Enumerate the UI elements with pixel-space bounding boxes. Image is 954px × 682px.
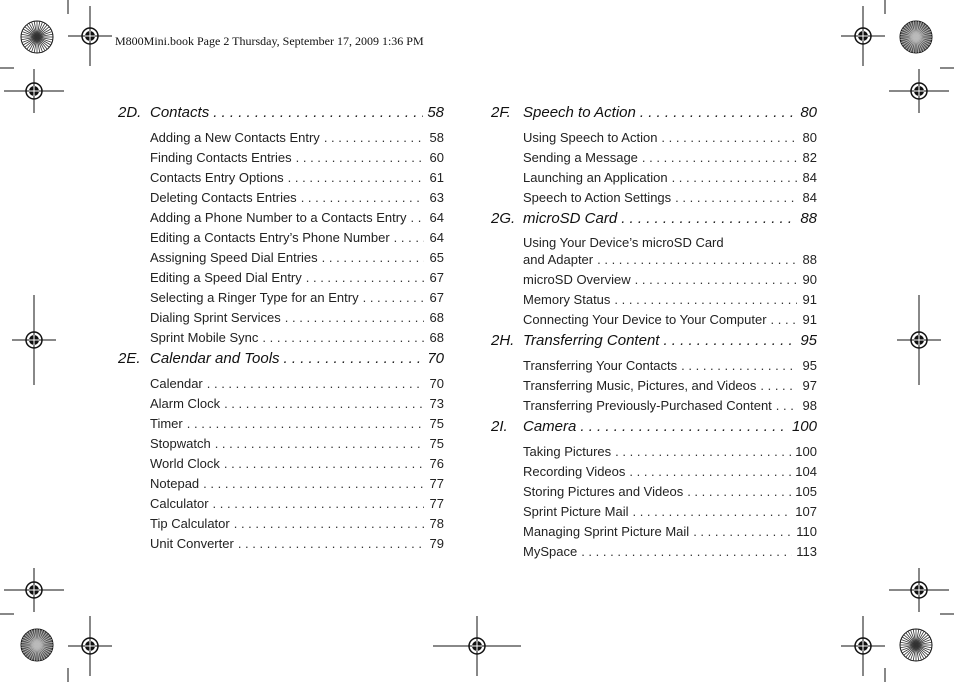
entry-label: Alarm Clock <box>150 396 221 411</box>
registration-mark-icon <box>12 295 56 385</box>
dot-leader <box>629 464 791 479</box>
color-bar-sunburst-icon <box>900 629 932 661</box>
toc-entry[interactable] <box>150 496 444 516</box>
entry-page-number: 88 <box>802 252 817 267</box>
toc-entry[interactable] <box>150 476 444 496</box>
entry-page-number: 60 <box>429 150 444 165</box>
entry-page-number: 61 <box>429 170 444 185</box>
section-page-number: 88 <box>800 210 817 227</box>
entry-page-number: 79 <box>429 536 444 551</box>
toc-entry[interactable] <box>523 292 817 312</box>
dot-leader <box>771 312 797 327</box>
entry-label: Launching an Application <box>523 170 668 185</box>
entry-label: Sending a Message <box>523 150 638 165</box>
registration-mark-icon <box>889 69 949 113</box>
entry-page-number: 84 <box>802 170 817 185</box>
dot-leader <box>213 104 423 121</box>
entry-label: Speech to Action Settings <box>523 190 672 205</box>
dot-leader <box>306 270 424 285</box>
section-number: 2E. <box>118 350 141 367</box>
toc-entry[interactable] <box>150 396 444 416</box>
entry-label: Unit Converter <box>150 536 234 551</box>
toc-section-heading[interactable] <box>118 350 444 374</box>
entry-page-number: 84 <box>802 190 817 205</box>
dot-leader <box>635 272 797 287</box>
dot-leader <box>672 170 797 185</box>
entry-page-number: 77 <box>429 496 444 511</box>
dot-leader <box>663 332 796 349</box>
page-header: M800Mini.book Page 2 Thursday, September 17, 2009 1:36 PM <box>115 34 424 48</box>
toc-entry[interactable] <box>150 230 444 250</box>
entry-page-number: 76 <box>429 456 444 471</box>
entry-page-number: 80 <box>802 130 817 145</box>
entry-label: Stopwatch <box>150 436 211 451</box>
entry-page-number: 110 <box>796 524 817 539</box>
registration-mark-icon <box>889 568 949 612</box>
entry-page-number: 105 <box>795 484 817 499</box>
toc-entry[interactable] <box>523 398 817 418</box>
entry-label: Transferring Your Contacts <box>523 358 678 373</box>
section-title: Calendar and Tools <box>150 350 280 367</box>
dot-leader <box>224 456 424 471</box>
entry-label: Calculator <box>150 496 209 511</box>
dot-leader <box>301 190 424 205</box>
dot-leader <box>238 536 424 551</box>
section-title: Camera <box>523 418 577 435</box>
entry-page-number: 75 <box>429 436 444 451</box>
toc-entry[interactable] <box>523 272 817 292</box>
entry-label: Transferring Music, Pictures, and Videos <box>523 378 757 393</box>
entry-label-continued: and Adapter <box>523 252 594 267</box>
entry-label: Using Speech to Action <box>523 130 658 145</box>
entry-page-number: 70 <box>429 376 444 391</box>
entry-label: microSD Overview <box>523 272 631 287</box>
toc-entry[interactable] <box>150 330 444 350</box>
entry-page-number: 65 <box>429 250 444 265</box>
section-page-number: 100 <box>791 418 817 435</box>
entry-label: MySpace <box>523 544 578 559</box>
toc-entry[interactable] <box>523 524 817 544</box>
section-title: Transferring Content <box>523 332 660 349</box>
dot-leader <box>640 104 796 121</box>
registration-mark-icon <box>68 616 112 676</box>
section-number: 2I. <box>491 418 508 435</box>
toc-entry[interactable] <box>150 516 444 536</box>
registration-mark-icon <box>4 69 64 113</box>
toc-entry[interactable] <box>523 150 817 170</box>
toc-entry[interactable] <box>150 190 444 210</box>
toc-entry[interactable] <box>523 464 817 484</box>
dot-leader <box>207 376 424 391</box>
entry-label: Contacts Entry Options <box>150 170 284 185</box>
entry-page-number: 63 <box>429 190 444 205</box>
dot-leader <box>597 252 797 267</box>
dot-leader <box>288 170 424 185</box>
dot-leader <box>614 292 797 307</box>
section-page-number: 95 <box>800 332 817 349</box>
entry-label: Memory Status <box>523 292 611 307</box>
dot-leader <box>234 516 424 531</box>
toc-entry[interactable] <box>150 436 444 456</box>
section-number: 2F. <box>491 104 511 121</box>
dot-leader <box>285 310 424 325</box>
entry-label: Connecting Your Device to Your Computer <box>523 312 767 327</box>
toc-entry[interactable] <box>150 376 444 396</box>
toc-entry[interactable] <box>150 416 444 436</box>
toc-section-heading[interactable] <box>118 104 444 128</box>
dot-leader <box>215 436 424 451</box>
dot-leader <box>693 524 792 539</box>
entry-label-continued-row <box>523 252 817 270</box>
dot-leader <box>580 418 788 435</box>
dot-leader <box>687 484 791 499</box>
toc-entry[interactable] <box>523 544 817 564</box>
entry-page-number: 75 <box>429 416 444 431</box>
dot-leader <box>213 496 424 511</box>
toc-entry[interactable] <box>150 536 444 556</box>
toc-section-heading[interactable] <box>491 210 817 234</box>
dot-leader <box>776 398 797 413</box>
toc-entry[interactable] <box>150 170 444 190</box>
toc-entry[interactable] <box>150 270 444 290</box>
entry-page-number: 95 <box>802 358 817 373</box>
toc-entry[interactable] <box>523 130 817 150</box>
toc-entry[interactable] <box>523 170 817 190</box>
toc-entry[interactable] <box>150 250 444 270</box>
dot-leader <box>615 444 791 459</box>
entry-page-number: 91 <box>802 292 817 307</box>
dot-leader <box>322 250 424 265</box>
entry-label: Managing Sprint Picture Mail <box>523 524 690 539</box>
entry-label: Assigning Speed Dial Entries <box>150 250 318 265</box>
entry-page-number: 67 <box>429 270 444 285</box>
section-number: 2G. <box>491 210 516 227</box>
entry-label: Editing a Speed Dial Entry <box>150 270 302 285</box>
entry-label: Dialing Sprint Services <box>150 310 281 325</box>
entry-label: Storing Pictures and Videos <box>523 484 684 499</box>
entry-page-number: 64 <box>429 210 444 225</box>
entry-label: Recording Videos <box>523 464 626 479</box>
toc-entry[interactable] <box>150 150 444 170</box>
dot-leader <box>581 544 792 559</box>
entry-page-number: 73 <box>429 396 444 411</box>
toc-entry[interactable] <box>523 444 817 464</box>
toc-entry[interactable] <box>523 358 817 378</box>
section-page-number: 70 <box>427 350 444 367</box>
toc-entry[interactable] <box>523 312 817 332</box>
entry-page-number: 77 <box>429 476 444 491</box>
entry-label: Sprint Picture Mail <box>523 504 629 519</box>
entry-page-number: 68 <box>429 330 444 345</box>
entry-page-number: 58 <box>429 130 444 145</box>
entry-page-number: 91 <box>802 312 817 327</box>
entry-page-number: 113 <box>796 544 817 559</box>
entry-page-number: 100 <box>795 444 817 459</box>
entry-page-number: 64 <box>429 230 444 245</box>
dot-leader <box>224 396 424 411</box>
entry-page-number: 82 <box>802 150 817 165</box>
dot-leader <box>296 150 424 165</box>
entry-page-number: 97 <box>802 378 817 393</box>
dot-leader <box>632 504 791 519</box>
dot-leader <box>621 210 796 227</box>
entry-label: Selecting a Ringer Type for an Entry <box>150 290 359 305</box>
color-bar-sunburst-icon <box>21 21 53 53</box>
registration-mark-icon <box>433 616 521 676</box>
entry-label: Timer <box>150 416 183 431</box>
dot-leader <box>675 190 797 205</box>
toc-entry[interactable] <box>523 484 817 504</box>
entry-page-number: 67 <box>429 290 444 305</box>
dot-leader <box>642 150 797 165</box>
entry-label: Taking Pictures <box>523 444 612 459</box>
entry-label: Editing a Contacts Entry’s Phone Number <box>150 230 390 245</box>
entry-page-number: 90 <box>802 272 817 287</box>
entry-label: Adding a Phone Number to a Contacts Entry <box>150 210 407 225</box>
toc-entry[interactable] <box>523 378 817 398</box>
entry-label: Adding a New Contacts Entry <box>150 130 320 145</box>
toc-left-column <box>118 104 444 556</box>
toc-right-column <box>491 104 817 564</box>
dot-leader <box>760 378 797 393</box>
entry-label: Calendar <box>150 376 203 391</box>
dot-leader <box>187 416 424 431</box>
registration-mark-icon <box>841 616 885 676</box>
dot-leader <box>262 330 424 345</box>
dot-leader <box>284 350 424 367</box>
entry-page-number: 104 <box>795 464 817 479</box>
section-title: Speech to Action <box>523 104 636 121</box>
entry-label: Sprint Mobile Sync <box>150 330 259 345</box>
section-title: Contacts <box>150 104 210 121</box>
section-title: microSD Card <box>523 210 618 227</box>
toc-entry[interactable] <box>150 210 444 230</box>
registration-mark-icon <box>897 295 941 385</box>
toc-section-heading[interactable] <box>491 418 817 442</box>
dot-leader <box>394 230 424 245</box>
dot-leader <box>324 130 424 145</box>
entry-label: Finding Contacts Entries <box>150 150 292 165</box>
toc-entry[interactable] <box>523 504 817 524</box>
registration-mark-icon <box>68 6 112 66</box>
toc-entry[interactable] <box>150 130 444 150</box>
entry-page-number: 78 <box>429 516 444 531</box>
dot-leader <box>203 476 424 491</box>
section-page-number: 80 <box>800 104 817 121</box>
dot-leader <box>681 358 797 373</box>
entry-label: Using Your Device’s microSD Card <box>523 235 724 250</box>
entry-page-number: 107 <box>795 504 817 519</box>
color-bar-sunburst-icon <box>21 629 53 661</box>
entry-label: Tip Calculator <box>150 516 230 531</box>
color-bar-sunburst-icon <box>900 21 932 53</box>
entry-label: Transferring Previously-Purchased Content <box>523 398 772 413</box>
registration-mark-icon <box>4 568 64 612</box>
dot-leader <box>661 130 797 145</box>
toc-section-heading[interactable] <box>491 332 817 356</box>
section-number: 2H. <box>491 332 515 349</box>
toc-entry[interactable] <box>150 456 444 476</box>
toc-section-heading[interactable] <box>491 104 817 128</box>
entry-page-number: 68 <box>429 310 444 325</box>
entry-page-number: 98 <box>802 398 817 413</box>
section-number: 2D. <box>118 104 142 121</box>
entry-label: Notepad <box>150 476 200 491</box>
dot-leader <box>363 290 424 305</box>
toc-entry[interactable] <box>523 190 817 210</box>
toc-entry[interactable] <box>523 236 817 272</box>
entry-label: World Clock <box>150 456 220 471</box>
dot-leader <box>411 210 424 225</box>
section-page-number: 58 <box>427 104 444 121</box>
registration-mark-icon <box>841 6 885 66</box>
entry-label: Deleting Contacts Entries <box>150 190 297 205</box>
toc-entry[interactable] <box>150 290 444 310</box>
toc-entry[interactable] <box>150 310 444 330</box>
